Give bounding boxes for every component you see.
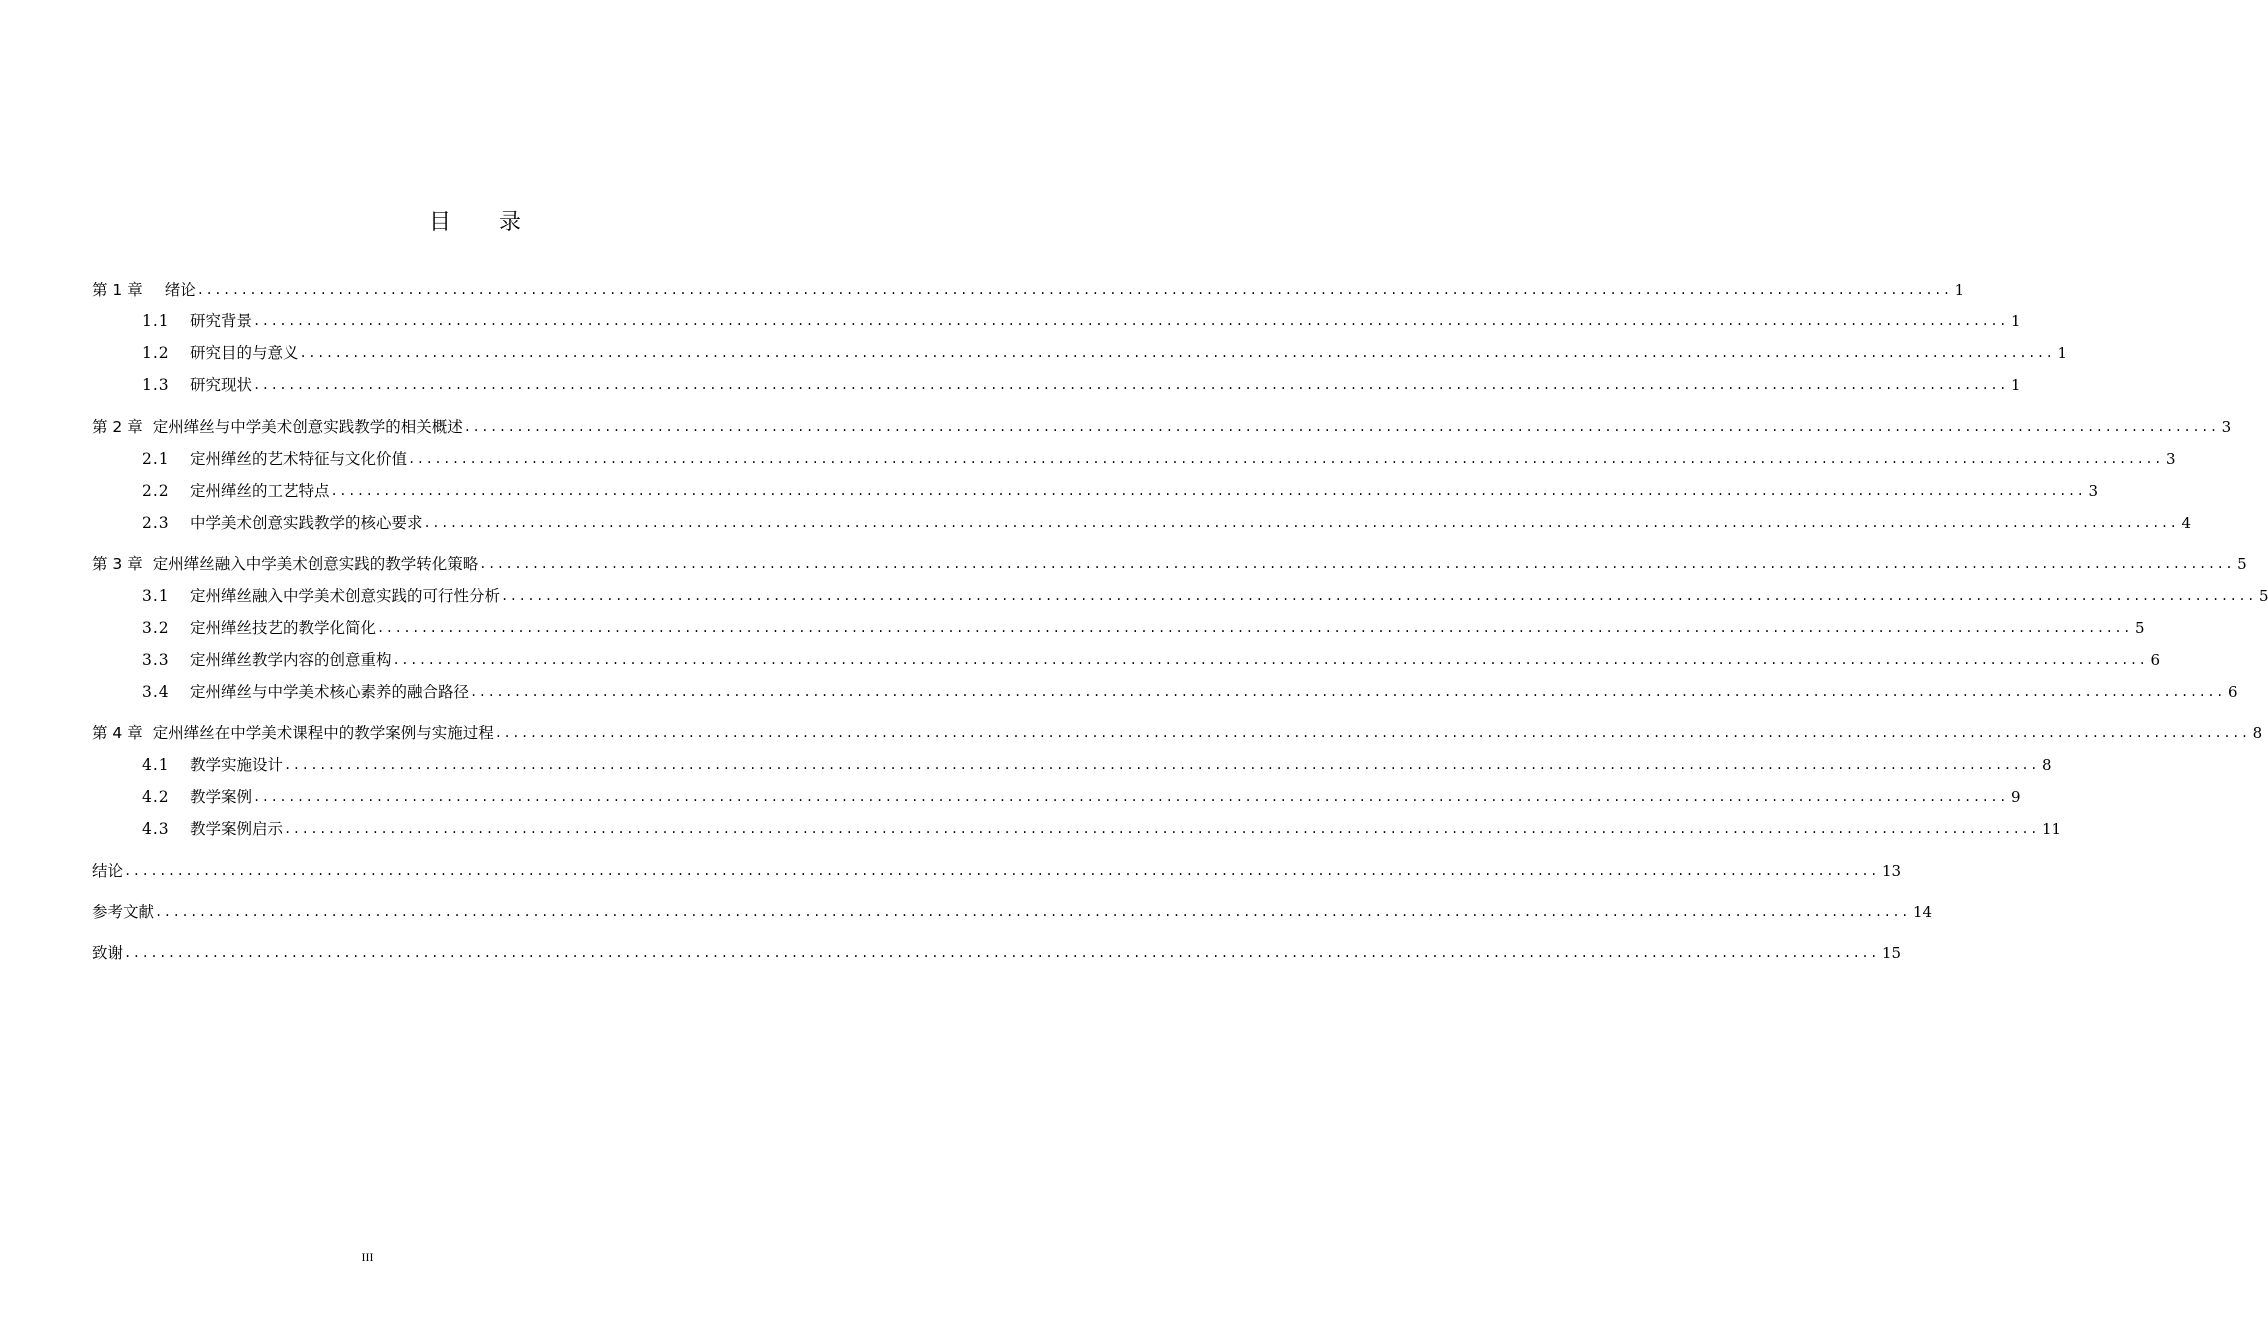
toc-entry-number: 第 1 章 [92,281,143,299]
dot-leader: ........................................................................................................................................................................................................ [494,726,2250,740]
toc-entry-number: 3.1 [142,587,170,605]
toc-entry-page: 5 [2258,587,2268,605]
toc-entry-number: 4.1 [142,756,170,774]
toc-entry-section-2-1[interactable] [142,445,2176,473]
dot-leader: ........................................................................................................................................................................................................ [330,484,2086,498]
toc-entry-label: 研究现状 [190,376,253,394]
dot-leader: ........................................................................................................................................................................................................ [479,557,2235,571]
toc-entry-page: 4 [2181,514,2191,532]
toc-entry-label: 绪论 [164,281,196,299]
toc-entry-section-2-2[interactable] [142,477,2098,505]
toc-entry-section-3-1[interactable] [142,582,2268,610]
dot-leader: ........................................................................................................................................................................................................ [470,685,2225,699]
dot-leader: ........................................................................................................................................................................................................ [124,864,1879,878]
toc-entry-page: 3 [2221,418,2232,436]
toc-entry-number: 2.2 [142,482,170,500]
dot-leader: ........................................................................................................................................................................................................ [501,589,2256,603]
dot-leader: ........................................................................................................................................................................................................ [253,378,2008,392]
toc-entry-label: 定州缂丝的工艺特点 [190,482,330,500]
toc-entry-number: 4.2 [142,788,170,806]
toc-entry-chapter-1[interactable] [92,276,1965,304]
toc-entry-section-3-3[interactable] [142,646,2160,674]
toc-entry-acknowledgements[interactable] [92,939,1902,967]
toc-entry-number: 4.3 [142,820,170,838]
dot-leader: ........................................................................................................................................................................................................ [284,758,2039,772]
toc-entry-references[interactable] [92,898,1933,926]
title-char-1: 目 [428,210,451,235]
toc-entry-label: 中学美术创意实践教学的核心要求 [190,514,423,532]
dot-leader: ........................................................................................................................................................................................................ [155,905,1910,919]
toc-entry-label: 定州缂丝在中学美术课程中的教学案例与实施过程 [152,724,494,742]
toc-entry-number: 3.3 [142,651,170,669]
dot-leader: ........................................................................................................................................................................................................ [284,822,2039,836]
toc-entry-page: 8 [2041,756,2052,774]
toc-entry-number: 1.2 [142,344,170,362]
toc-entry-page: 11 [2041,820,2062,838]
toc-entry-label: 教学案例启示 [190,820,284,838]
title-char-2: 录 [499,210,522,235]
toc-entry-page: 5 [2237,555,2247,573]
toc-entry-number: 第 3 章 [92,555,143,573]
dot-leader: ........................................................................................................................................................................................................ [299,346,2055,360]
toc-entry-number: 1.3 [142,376,170,394]
toc-entry-number: 1.1 [142,312,170,330]
dot-leader: ........................................................................................................................................................................................................ [196,283,1952,297]
dot-leader: ........................................................................................................................................................................................................ [253,314,2008,328]
toc-entry-page: 13 [1881,862,1902,880]
toc-entry-page: 9 [2010,788,2021,806]
toc-entry-section-4-2[interactable] [142,783,2021,811]
toc-entry-section-1-1[interactable] [142,307,2021,335]
toc-entry-page: 3 [2088,482,2098,500]
dot-leader: ........................................................................................................................................................................................................ [377,621,2132,635]
toc-entry-page: 5 [2134,619,2145,637]
toc-entry-label: 致谢 [92,944,124,962]
dot-leader: ........................................................................................................................................................................................................ [253,790,2008,804]
toc-entry-number: 第 4 章 [92,724,143,742]
toc-entry-chapter-4[interactable] [92,719,2263,747]
toc-entry-label: 定州缂丝技艺的教学化简化 [190,619,377,637]
toc-entry-label: 定州缂丝与中学美术核心素养的融合路径 [190,683,470,701]
toc-entry-section-2-3[interactable] [142,509,2191,537]
toc-entry-label: 教学案例 [190,788,253,806]
toc-entry-label: 定州缂丝与中学美术创意实践教学的相关概述 [152,418,463,436]
toc-entry-number: 2.1 [142,450,170,468]
toc-entry-label: 结论 [92,862,124,880]
toc-entry-page: 8 [2252,724,2263,742]
toc-entry-number: 3.2 [142,619,170,637]
toc-entry-section-3-2[interactable] [142,614,2145,642]
toc-entry-number: 3.4 [142,683,170,701]
toc-entry-section-4-3[interactable] [142,815,2062,843]
toc-entry-chapter-2[interactable] [92,413,2232,441]
toc-entry-label: 定州缂丝教学内容的创意重构 [190,651,392,669]
dot-leader: ........................................................................................................................................................................................................ [408,452,2163,466]
toc-entry-label: 定州缂丝融入中学美术创意实践的可行性分析 [190,587,501,605]
toc-entry-number: 第 2 章 [92,418,143,436]
toc-entry-page: 6 [2150,651,2160,669]
toc-entry-page: 1 [2010,312,2021,330]
toc-entry-label: 参考文献 [92,903,155,921]
dot-leader: ........................................................................................................................................................................................................ [423,516,2179,530]
toc-entry-number: 2.3 [142,514,170,532]
toc-entry-page: 14 [1912,903,1933,921]
toc-entry-label: 定州缂丝融入中学美术创意实践的教学转化策略 [152,555,479,573]
dot-leader: ........................................................................................................................................................................................................ [124,946,1879,960]
dot-leader: ........................................................................................................................................................................................................ [463,420,2219,434]
toc-entry-label: 教学实施设计 [190,756,284,774]
toc-entry-page: 15 [1881,944,1902,962]
toc-entry-page: 1 [1954,281,1965,299]
toc-entry-page: 1 [2057,344,2067,362]
toc-entry-label: 研究目的与意义 [190,344,299,362]
dot-leader: ........................................................................................................................................................................................................ [392,653,2148,667]
toc-entry-chapter-3[interactable] [92,550,2247,578]
toc-entry-section-4-1[interactable] [142,751,2052,779]
toc-entry-label: 定州缂丝的艺术特征与文化价值 [190,450,408,468]
toc-entry-section-3-4[interactable] [142,678,2238,706]
page-title [0,207,950,239]
toc-entry-section-1-3[interactable] [142,371,2021,399]
toc-entry-page: 6 [2227,683,2238,701]
toc-entry-conclusion[interactable] [92,857,1902,885]
footer-page-number: III [361,1250,374,1264]
toc-entry-section-1-2[interactable] [142,339,2067,367]
toc-entry-page: 1 [2010,376,2021,394]
toc-entry-label: 研究背景 [190,312,253,330]
toc-entry-page: 3 [2165,450,2176,468]
